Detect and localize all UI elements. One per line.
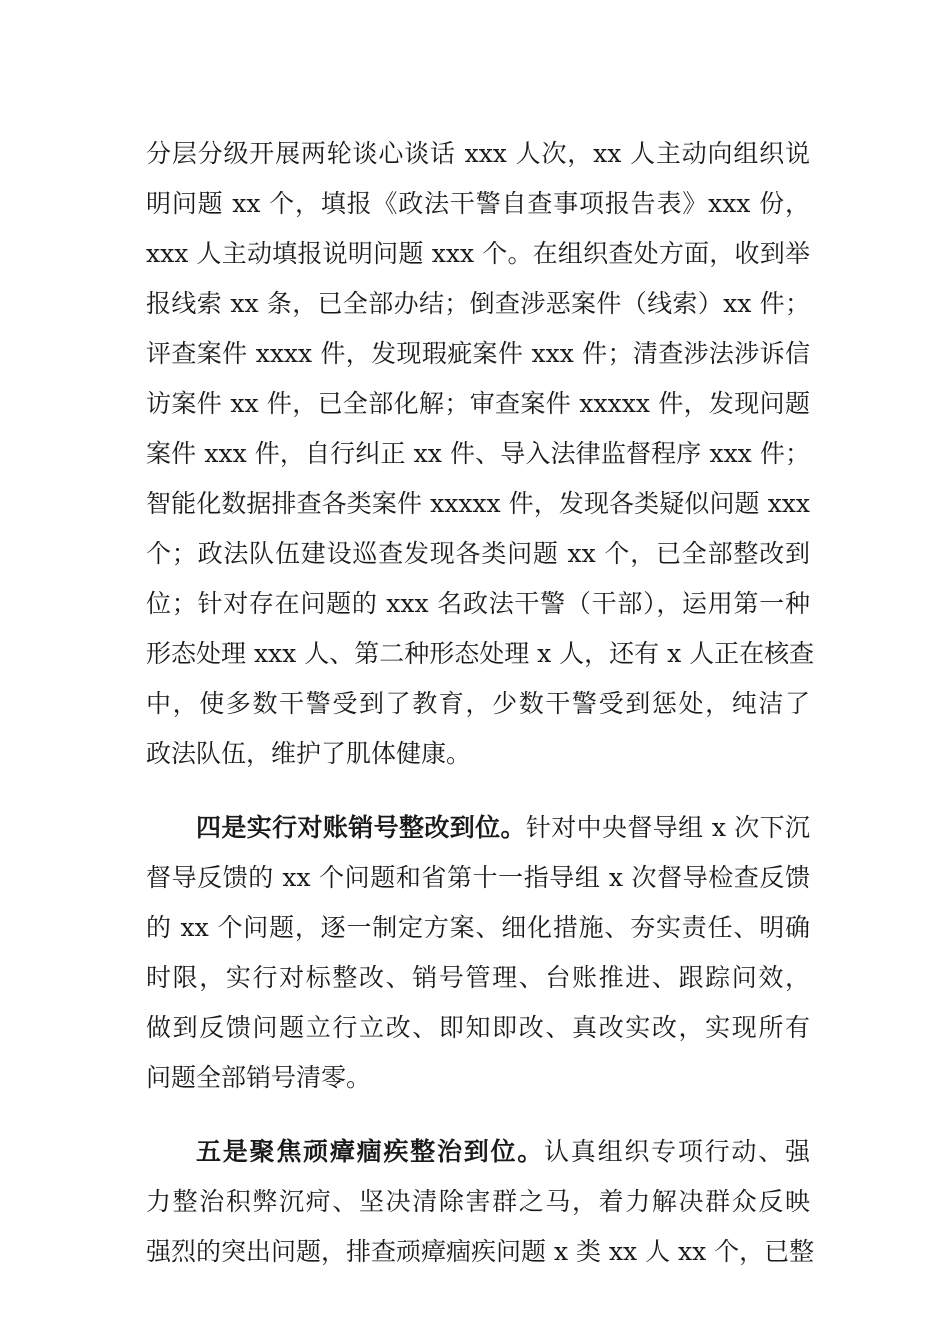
paragraph-2-line: 督导反馈的 xx 个问题和省第十一指导组 x 次督导检查反馈 [146, 863, 810, 892]
paragraph-2-line: 问题全部销号清零。 [146, 1063, 372, 1092]
paragraph-3-line: 强烈的突出问题，排查顽瘴痼疾问题 x 类 xx 人 xx 个，已整 [146, 1237, 815, 1266]
paragraph-1-line: 中，使多数干警受到了教育，少数干警受到惩处，纯洁了 [146, 689, 810, 718]
paragraph-1-line: 分层分级开展两轮谈心谈话 xxx 人次，xx 人主动向组织说 [146, 139, 810, 168]
paragraph-1-line: 明问题 xx 个，填报《政法干警自查事项报告表》xxx 份， [146, 189, 810, 218]
paragraph-1-line: 报线索 xx 条，已全部办结；倒查涉恶案件（线索）xx 件； [146, 289, 810, 318]
paragraph-3-first-line [196, 1134, 810, 1170]
paragraph-2-first-line [196, 810, 810, 846]
paragraph-2-heading: 四是实行对账销号整改到位。 [196, 813, 526, 842]
paragraph-3-line: 力整治积弊沉疴、坚决清除害群之马，着力解决群众反映 [146, 1187, 810, 1216]
paragraph-2-line: 的 xx 个问题，逐一制定方案、细化措施、夯实责任、明确 [146, 913, 810, 942]
paragraph-1-line: 案件 xxx 件，自行纠正 xx 件、导入法律监督程序 xxx 件； [146, 439, 810, 468]
paragraph-1-line: 形态处理 xxx 人、第二种形态处理 x 人，还有 x 人正在核查 [146, 639, 815, 668]
paragraph-1-line: 位；针对存在问题的 xxx 名政法干警（干部），运用第一种 [146, 589, 810, 618]
paragraph-1-line: 智能化数据排查各类案件 xxxxx 件，发现各类疑似问题 xxx [146, 489, 810, 518]
paragraph-2-line: 时限，实行对标整改、销号管理、台账推进、跟踪问效， [146, 963, 810, 992]
paragraph-1-line: 个；政法队伍建设巡查发现各类问题 xx 个，已全部整改到 [146, 539, 810, 568]
paragraph-2-line: 做到反馈问题立行立改、即知即改、真改实改，实现所有 [146, 1013, 810, 1042]
paragraph-3-heading: 五是聚焦顽瘴痼疾整治到位。 [196, 1137, 545, 1166]
paragraph-1-line: 政法队伍，维护了肌体健康。 [146, 739, 472, 768]
paragraph-3-first-line-text: 认真组织专项行动、强 [544, 1137, 810, 1166]
paragraph-1-line: 评查案件 xxxx 件，发现瑕疵案件 xxx 件；清查涉法涉诉信 [146, 339, 810, 368]
paragraph-2-first-line-text: 针对中央督导组 x 次下沉 [525, 813, 810, 842]
paragraph-1-line: xxx 人主动填报说明问题 xxx 个。在组织查处方面，收到举 [146, 239, 810, 268]
paragraph-1-line: 访案件 xx 件，已全部化解；审查案件 xxxxx 件，发现问题 [146, 389, 810, 418]
